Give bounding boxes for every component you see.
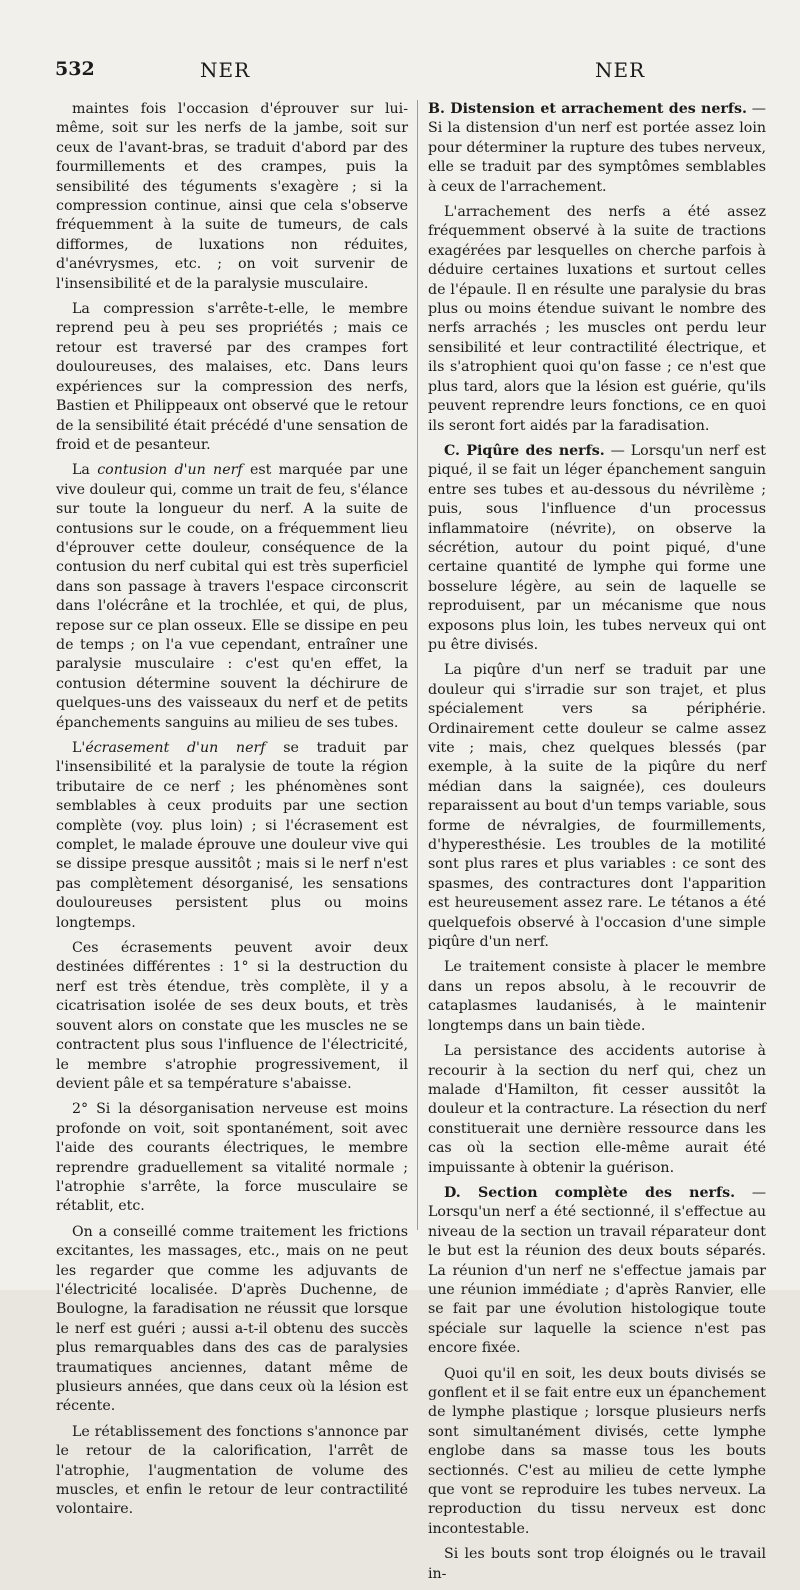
paragraph xyxy=(56,1423,408,1520)
left-column xyxy=(56,100,408,1526)
paragraph-text: — Lorsqu'un nerf a été sectionné, il s'effectue au niveau de la section un travail réparateur dont le but est la réunion des deux bouts séparés. La réunion d'un nerf ne s'effectue jamais par une réunion immédiate ; d'après Ranvier, elle se fait par une évolution histologique toute spéciale sur laquelle la science n'est pas encore fixée. xyxy=(428,1184,767,1357)
paragraph xyxy=(428,958,766,1036)
paragraph xyxy=(428,442,766,655)
paragraph xyxy=(428,100,766,197)
paragraph-text: Ces écrasements peuvent avoir deux destinées différentes : 1° si la destruction du nerf est très étendue, très complète, il y a cicatrisation isolée de ses deux bouts, et très souvent alors on constate que les muscles ne se contractent plus sous l'influence de l'électricité, le membre s'atrophie progressivement, il devient pâle et sa température s'abaisse. xyxy=(56,940,408,1092)
paragraph xyxy=(56,461,408,733)
paragraph-text: Le rétablissement des fonctions s'annonce par le retour de la calorification, l'arrêt de l'atrophie, l'augmentation de volume des muscles, et enfin le retour de leur contractilité volontaire. xyxy=(56,1423,408,1518)
paragraph xyxy=(428,1184,766,1359)
right-column xyxy=(428,100,766,1590)
section-heading: B. Distension et arrachement des nerfs. xyxy=(428,101,747,117)
paragraph-lead: L' xyxy=(72,740,86,756)
paragraph-text: Le traitement consiste à placer le membre dans un repos absolu, à le recouvrir de cataplasmes laudanisés, à le maintenir longtemps dans un bain tiède. xyxy=(428,959,766,1034)
paragraph-text: Si les bouts sont trop éloignés ou le travail in- xyxy=(428,1546,766,1582)
paragraph-text: 2° Si la désorganisation nerveuse est moins profonde on voit, soit spontanément, soit avec l'aide des courants électriques, le membre reprendre graduellement sa vitalité normale ; l'atrophie s'arrête, la force musculaire se rétablit, etc. xyxy=(56,1101,408,1215)
section-heading: C. Piqûre des nerfs. xyxy=(444,442,605,459)
paragraph-text: La persistance des accidents autorise à recourir à la section du nerf qui, chez un malade d'Hamilton, fit cesser aussitôt la douleur et la contracture. La résection du nerf constituerait une dernière ressource dans les cas où la section elle-même aurait été impuissante à obtenir la guérison. xyxy=(428,1043,766,1176)
paragraph xyxy=(428,661,766,952)
paragraph-text: — Lorsqu'un nerf est piqué, il se fait un léger épanchement sanguin entre ses tubes et au-dessous du névrilème ; puis, sous l'influence d'un processus inflammatoire (névrite), on observe la sécrétion, autour du point piqué, d'une certaine quantité de lymphe qui forme une bosselure légère, au sein de laquelle se reproduisent, par un mécanisme que nous exposons plus loin, les tubes nerveux qui ont pu être divisés. xyxy=(428,442,767,653)
running-header xyxy=(0,58,800,88)
column-divider xyxy=(417,100,418,1230)
header-word-right: NER xyxy=(595,58,646,82)
paragraph-text: L'arrachement des nerfs a été assez fréquemment observé à la suite de tractions exagérées par lesquelles on cherche parfois à déduire certaines luxations et surtout celles de l'épaule. Il en résulte une paralysie du bras plus ou moins étendue suivant le nombre des nerfs arrachés ; les muscles ont perdu leur sensibilité et leur contractilité électrique, et ils s'atrophient quoi qu'on fasse ; ce n'est que plus tard, alors que la lésion est guérie, qu'ils peuvent reprendre leurs fonctions, ce en quoi ils seront fort aidés par la faradisation. xyxy=(428,204,766,434)
paragraph xyxy=(428,203,766,436)
section-heading: D. Section complète des nerfs. xyxy=(444,1184,736,1201)
paragraph-text: — Si la distension d'un nerf est portée assez loin pour déterminer la rupture des tubes nerveux, elle se traduit par des symptômes semblables à ceux de l'arrachement. xyxy=(428,101,766,195)
paragraph xyxy=(56,1100,408,1216)
paragraph-text: La compression s'arrête-t-elle, le membre reprend peu à peu ses propriétés ; mais ce retour est traversé par des crampes fort douloureuses, des malaises, etc. Dans leurs expériences sur la compression des nerfs, Bastien et Philippeaux ont observé que le retour de la sensibilité était précédé d'une sensation de froid et de pesanteur. xyxy=(56,301,408,453)
paragraph xyxy=(56,939,408,1094)
paragraph xyxy=(56,100,408,294)
paragraph-text: La piqûre d'un nerf se traduit par une douleur qui s'irradie sur son trajet, et plus spécialement vers sa périphérie. Ordinairement cette douleur se calme assez vite ; mais, chez quelques blessés (par exemple, à la suite de la piqûre du nerf médian dans la saignée), ces douleurs reparaissent au bout d'un temps variable, sous forme de névralgies, de fourmillements, d'hyperesthésie. Les troubles de la motilité sont plus rares et plus variables : ce sont des spasmes, des contractures dont l'apparition est heureusement assez rare. Le tétanos a été quelquefois observé à l'occasion d'une simple piqûre d'un nerf. xyxy=(428,662,766,951)
paragraph-text: On a conseillé comme traitement les frictions excitantes, les massages, etc., mais on ne peut les regarder que comme les adjuvants de l'électricité localisée. D'après Duchenne, de Boulogne, la faradisation ne réussit que lorsque le nerf est guéri ; aussi a-t-il obtenu des succès plus remarquables dans des cas de paralysies traumatiques anciennes, datant même de plusieurs années, que dans ceux où la lésion est récente. xyxy=(56,1223,408,1415)
paragraph-text: est marquée par une vive douleur qui, comme un trait de feu, s'élance sur toute la longueur du nerf. A la suite de contusions sur le coude, on a fréquemment lieu d'éprouver cette douleur, conséquence de la contusion du nerf cubital qui est très superficiel dans son passage à travers l'espace circonscrit dans l'olécrâne et la trochlée, et qui, de plus, repose sur ce plan osseux. Elle se dissipe en peu de temps ; on l'a vue cependant, entraîner une paralysie musculaire : c'est qu'en effet, la contusion détermine souvent la déchirure de quelques-uns des vaisseaux du nerf et de petits épanchements sanguins au milieu de ses tubes. xyxy=(56,462,408,731)
paragraph xyxy=(428,1042,766,1178)
paragraph-lead: La xyxy=(72,462,98,479)
italic-term: écrasement d'un nerf xyxy=(85,740,266,756)
italic-term: contusion d'un nerf xyxy=(97,462,243,479)
paragraph xyxy=(428,1545,766,1584)
paragraph xyxy=(428,1365,766,1540)
paragraph xyxy=(56,739,408,933)
header-word-left: NER xyxy=(200,58,251,82)
paragraph-text: se traduit par l'insensibilité et la paralysie de toute la région tributaire de ce nerf ; les phénomènes sont semblables à ceux produits par une section complète (voy. plus loin) ; si l'écrasement est complet, le malade éprouve une douleur vive qui se dissipe presque aussitôt ; mais si le nerf n'est pas complètement désorganisé, les sensations douloureuses persistent plus ou moins longtemps. xyxy=(56,740,408,931)
paragraph-text: Quoi qu'il en soit, les deux bouts divisés se gonflent et il se fait entre eux un épanchement de lymphe plastique ; lorsque plusieurs nerfs sont simultanément divisés, cette lymphe englobe dans sa masse tous les bouts sectionnés. C'est au milieu de cette lymphe que vont se reproduire les tubes nerveux. La reproduction du tissu nerveux est donc incontestable. xyxy=(428,1365,766,1537)
paragraph-text: maintes fois l'occasion d'éprouver sur lui-même, soit sur les nerfs de la jambe, soit sur ceux de l'avant-bras, se traduit d'abord par des fourmillements et des crampes, puis la sensibilité des téguments s'exagère ; si la compression continue, ainsi que cela s'observe fréquemment à la suite de tumeurs, de cals difformes, de luxations non réduites, d'anévrysmes, etc. ; on voit survenir de l'insensibilité et de la paralysie musculaire. xyxy=(56,101,408,292)
paragraph xyxy=(56,1223,408,1417)
page-number: 532 xyxy=(55,58,95,80)
paragraph xyxy=(56,300,408,455)
